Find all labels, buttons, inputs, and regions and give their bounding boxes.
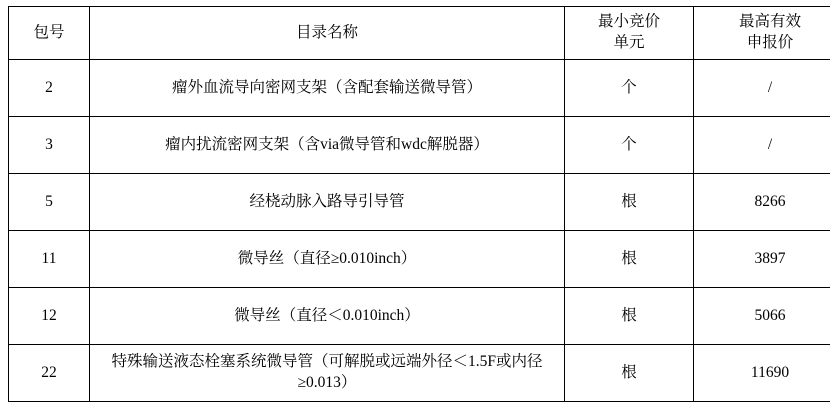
- column-header-bid-unit-line2: 单元: [613, 34, 645, 51]
- cell-catalog-name: 微导丝（直径≥0.010inch）: [90, 231, 565, 288]
- column-header-catalog-name: 目录名称: [90, 7, 565, 60]
- column-header-max-price-line1: 最高有效: [738, 13, 801, 31]
- cell-package-no: 11: [9, 231, 90, 288]
- column-header-max-price: [694, 7, 830, 60]
- table-row: [9, 174, 830, 231]
- cell-bid-unit: 根: [565, 174, 694, 231]
- cell-package-no: 5: [9, 174, 90, 231]
- table-row: [9, 345, 830, 402]
- table-header-row: [9, 7, 830, 60]
- column-header-max-price-line2: 申报价: [746, 34, 794, 51]
- column-header-bid-unit: [565, 7, 694, 60]
- column-header-package-no: 包号: [9, 7, 90, 60]
- cell-bid-unit: 根: [565, 288, 694, 345]
- cell-max-price: /: [694, 117, 830, 174]
- cell-package-no: 3: [9, 117, 90, 174]
- cell-catalog-name: 经桡动脉入路导引导管: [90, 174, 565, 231]
- cell-max-price: 8266: [694, 174, 830, 231]
- cell-package-no: 12: [9, 288, 90, 345]
- cell-bid-unit: 根: [565, 345, 694, 402]
- cell-bid-unit: 个: [565, 60, 694, 117]
- table-header: [9, 7, 830, 60]
- cell-bid-unit: 个: [565, 117, 694, 174]
- bid-catalog-table: [8, 6, 830, 402]
- cell-bid-unit: 根: [565, 231, 694, 288]
- table-row: [9, 117, 830, 174]
- table-body: [9, 60, 830, 402]
- table-row: [9, 60, 830, 117]
- cell-catalog-name: 微导丝（直径＜0.010inch）: [90, 288, 565, 345]
- cell-max-price: /: [694, 60, 830, 117]
- cell-max-price: 3897: [694, 231, 830, 288]
- cell-max-price: 11690: [694, 345, 830, 402]
- cell-catalog-name: 特殊输送液态栓塞系统微导管（可解脱或远端外径＜1.5F或内径≥0.013）: [90, 345, 565, 402]
- table-row: [9, 288, 830, 345]
- cell-max-price: 5066: [694, 288, 830, 345]
- cell-package-no: 22: [9, 345, 90, 402]
- column-header-bid-unit-line1: 最小竞价: [597, 13, 660, 31]
- cell-catalog-name: 瘤外血流导向密网支架（含配套输送微导管）: [90, 60, 565, 117]
- cell-catalog-name: 瘤内扰流密网支架（含via微导管和wdc解脱器）: [90, 117, 565, 174]
- table-row: [9, 231, 830, 288]
- cell-package-no: 2: [9, 60, 90, 117]
